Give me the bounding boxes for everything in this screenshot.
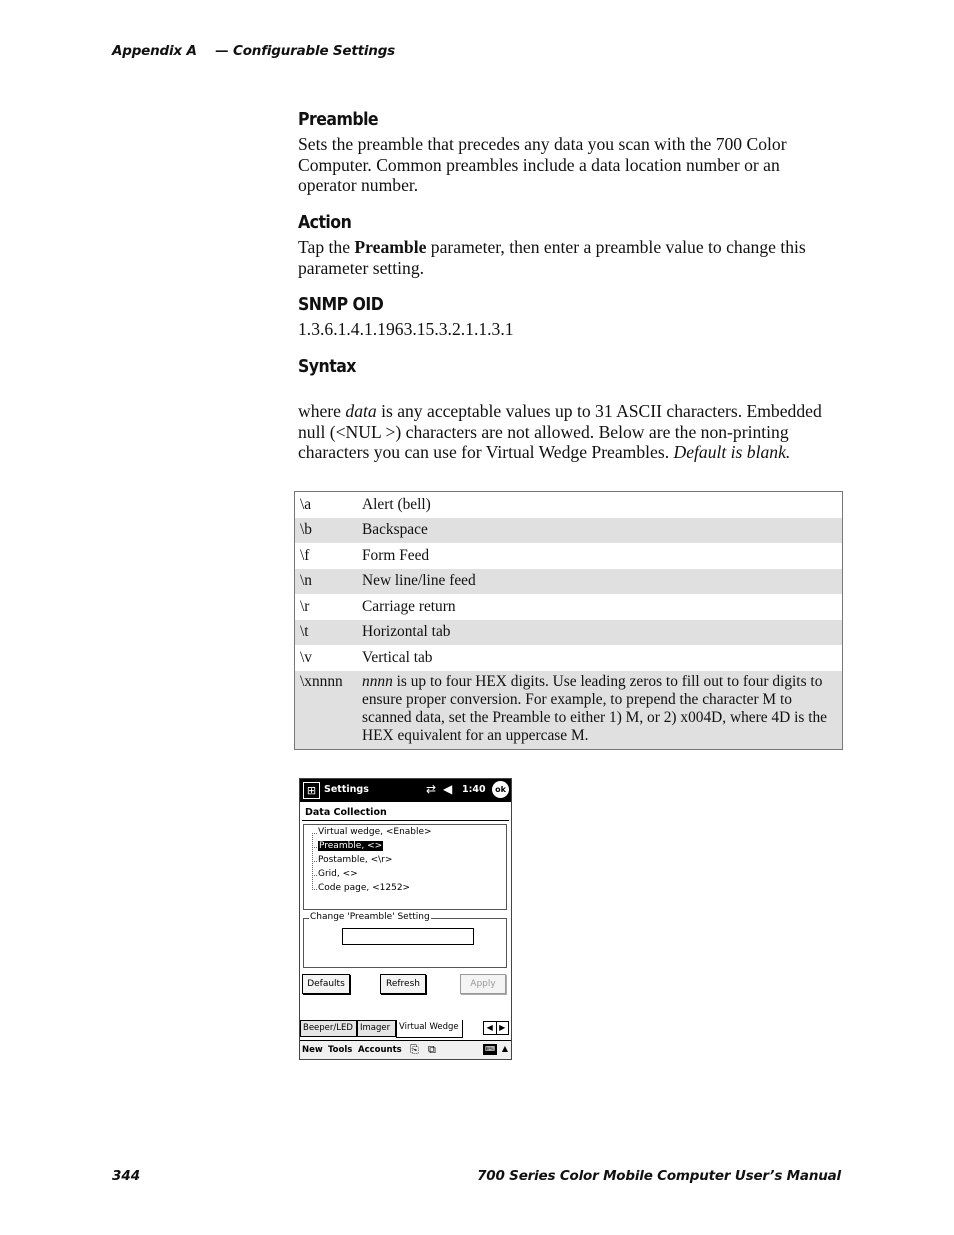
escape-desc: New line/line feed	[358, 569, 843, 595]
table-row	[295, 518, 843, 544]
syntax-text-2: is any acceptable values up to 31 ASCII characters. Embedded null (<NUL >) characters are not allowed. Below are the non-printing characters you can use for Virtual Wedge Preambles.	[298, 401, 822, 462]
title-bar	[300, 779, 511, 802]
table-row	[295, 492, 843, 518]
action-bold-word: Preamble	[354, 237, 427, 257]
table-row	[295, 645, 843, 671]
preamble-input[interactable]	[342, 928, 474, 945]
tree-item-preamble[interactable]: Preamble, <>	[319, 841, 383, 851]
escape-desc-text: is up to four HEX digits. Use leading zeros to fill out to four digits to ensure proper conversion. For example, to prepend the character M to scanned data, set the Preamble to either 1) M, or 2) x004D, where 4D is the HEX equivalent for an uppercase M.	[362, 672, 828, 744]
menu-accounts[interactable]: Accounts	[358, 1045, 402, 1055]
tab-strip	[300, 1020, 511, 1038]
page-number: 344	[112, 1168, 141, 1184]
tree-item-virtual-wedge[interactable]: Virtual wedge, <Enable>	[318, 827, 432, 837]
connectivity-icon[interactable]: ⇄	[426, 782, 437, 796]
escape-code: \a	[300, 495, 312, 513]
ok-button[interactable]: ok	[492, 781, 509, 798]
tab-imager[interactable]: Imager	[357, 1020, 396, 1037]
table-row	[295, 569, 843, 595]
menu-bar	[300, 1040, 511, 1060]
escape-desc	[358, 671, 843, 750]
tree-connector	[312, 833, 317, 834]
preamble-body: Sets the preamble that precedes any data you scan with the 700 Color Computer. Common preambles include a data location number or an operator number.	[298, 134, 787, 195]
clock[interactable]: 1:40	[462, 784, 486, 795]
table-row	[295, 671, 843, 750]
escape-desc: Form Feed	[362, 546, 430, 564]
tree-item-grid[interactable]: Grid, <>	[318, 869, 358, 879]
header-appendix: Appendix A	[112, 43, 197, 59]
volume-icon[interactable]: ◀	[443, 782, 453, 796]
action-body	[298, 237, 838, 278]
snmp-heading: SNMP OID	[298, 295, 384, 315]
escape-desc: Vertical tab	[362, 648, 433, 666]
escape-desc: Backspace	[358, 518, 843, 544]
escape-code: \xnnnn	[295, 671, 359, 750]
window-title: Settings	[324, 784, 369, 795]
escape-code: \r	[300, 597, 310, 615]
preamble-heading: Preamble	[298, 110, 379, 130]
refresh-button[interactable]: Refresh	[380, 974, 426, 994]
sync-icon[interactable]: ⎘	[410, 1043, 419, 1056]
table-row	[295, 594, 843, 620]
table-row	[295, 620, 843, 646]
tab-beeper-led[interactable]: Beeper/LED	[300, 1020, 357, 1037]
menu-tools[interactable]: Tools	[328, 1045, 353, 1055]
tab-virtual-wedge[interactable]: Virtual Wedge	[396, 1020, 463, 1038]
group-label: Change 'Preamble' Setting	[310, 912, 430, 922]
keyboard-icon[interactable]: ⌨	[484, 1045, 496, 1053]
escape-code: \b	[295, 518, 359, 544]
header-section: Configurable Settings	[233, 43, 396, 59]
defaults-button[interactable]: Defaults	[302, 974, 350, 994]
apply-button[interactable]: Apply	[460, 974, 506, 994]
tree-connector	[312, 889, 317, 890]
action-text-after: parameter, then enter a preamble value to change this parameter setting.	[298, 237, 806, 278]
section-title: Data Collection	[305, 807, 387, 818]
tree-connector	[312, 875, 317, 876]
escape-code: \n	[295, 569, 359, 595]
running-header	[112, 43, 395, 59]
start-menu-icon[interactable]: ⊞	[303, 782, 320, 799]
action-heading: Action	[298, 213, 352, 233]
tab-scroll-arrows[interactable]	[483, 1021, 509, 1035]
tree-item-code-page[interactable]: Code page, <1252>	[318, 883, 411, 893]
scroll-left-icon[interactable]: ◀	[486, 1023, 493, 1032]
menu-new[interactable]: New	[302, 1045, 323, 1055]
snmp-oid: 1.3.6.1.4.1.1963.15.3.2.1.1.3.1	[298, 319, 514, 339]
header-separator: —	[215, 43, 229, 59]
escape-code: \t	[295, 620, 359, 646]
escape-desc: Carriage return	[362, 597, 456, 615]
escape-code: \v	[300, 648, 312, 666]
syntax-text-1: where	[298, 401, 346, 421]
escape-code: \f	[300, 546, 310, 564]
settings-tree[interactable]	[303, 824, 507, 910]
change-setting-group	[303, 912, 507, 968]
input-panel-arrow-icon[interactable]: ▲	[501, 1044, 508, 1053]
device-screenshot	[299, 778, 512, 1060]
escape-char-table	[294, 491, 843, 750]
tree-connector	[312, 861, 317, 862]
send-receive-icon[interactable]: ⧉	[428, 1043, 436, 1056]
escape-desc: Alert (bell)	[362, 495, 431, 513]
action-text-before: Tap the	[298, 237, 355, 257]
escape-desc-italic: nnnn	[362, 672, 393, 690]
tree-connector	[312, 847, 317, 848]
syntax-body	[298, 401, 838, 463]
table-row	[295, 543, 843, 569]
tree-item-postamble[interactable]: Postamble, <\r>	[318, 855, 393, 865]
syntax-heading: Syntax	[298, 357, 356, 377]
scroll-right-icon[interactable]: ▶	[496, 1022, 509, 1034]
syntax-italic-data: data	[345, 401, 377, 421]
syntax-default-note: Default is blank.	[673, 442, 791, 462]
divider	[302, 820, 509, 821]
manual-title: 700 Series Color Mobile Computer User’s Manual	[477, 1168, 841, 1184]
escape-desc: Horizontal tab	[358, 620, 843, 646]
